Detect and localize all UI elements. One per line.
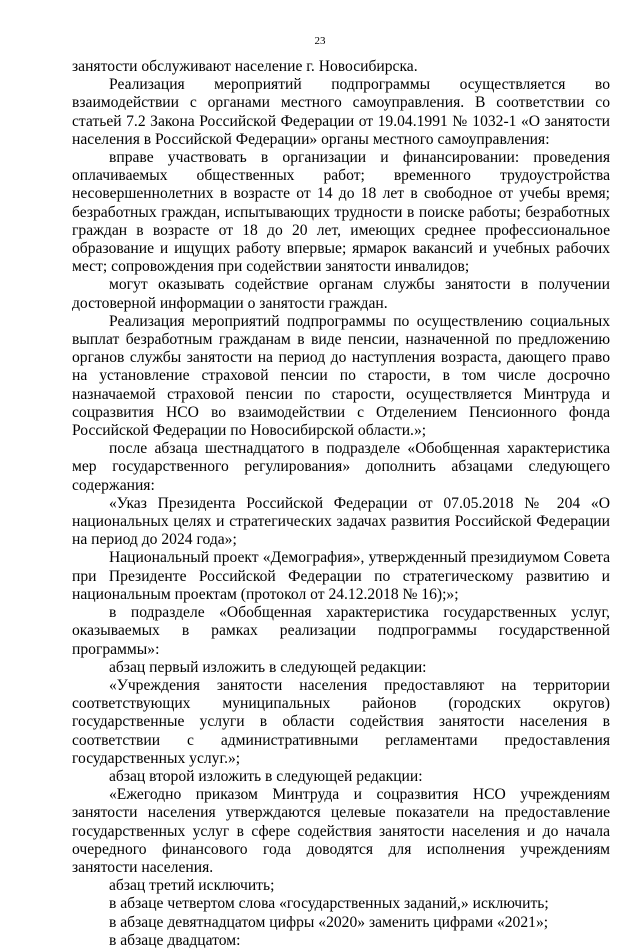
paragraph: вправе участвовать в организации и финансировании: проведения оплачиваемых общественных работ; временного трудоустройства несовершеннолетних в возрасте от 14 до 18 лет в свободное от учебы время; безработных граждан, испытывающих трудности в поиске работы; безработных граждан в возрасте от 18 до 20 лет, имеющих среднее профессиональное образование и ищущих работу впервые; ярмарок вакансий и учебных рабочих мест; сопровождения при содействии занятости инвалидов; [72,149,610,276]
paragraph: «Ежегодно приказом Минтруда и соцразвития НСО учреждениям занятости населения утверждаются целевые показатели на предоставление государственных услуг в сфере содействия занятости населения и до начала очередного финансового года доводятся для исполнения учреждениям занятости населения. [72,786,610,876]
paragraph: после абзаца шестнадцатого в подразделе «Обобщенная характеристика мер государственного регулирования» дополнить абзацами следующего содержания: [72,440,610,494]
paragraph: в абзаце девятнадцатом цифры «2020» заменить цифрами «2021»; [109,913,549,931]
paragraph: «Учреждения занятости населения предоставляют на территории соответствующих муниципальных районов (городских округов) государственные услуги в области содействия занятости населения в соответствии с административными регламентами предоставления государственных услуг.»; [72,676,610,767]
paragraph: Национальный проект «Демография», утвержденный президиумом Совета при Президенте Российской Федерации по стратегическому развитию и национальным проектам (протокол от 24.12.2018 № 16);»; [72,549,610,603]
paragraph: Реализация мероприятий подпрограммы по осуществлению социальных выплат безработным гражданам в виде пенсии, назначенной по предложению органов службы занятости на период до наступления возраста, дающего право на установление страховой пенсии по старости, в том числе досрочно назначаемой страховой пенсии по старости, осуществляется Минтруда и соцразвития НСО во взаимодействии с Отделением Пенсионного фонда Российской Федерации по Новосибирской области.»; [72,312,610,440]
paragraph: в абзаце четвертом слова «государственных заданий,» исключить; [109,895,549,913]
paragraph: могут оказывать содействие органам службы занятости в получении достоверной информации о занятости граждан. [72,276,610,312]
paragraph: в подразделе «Обобщенная характеристика государственных услуг, оказываемых в рамках реализации подпрограммы государственной программы»: [72,604,610,658]
document-body [72,58,610,950]
paragraph: абзац первый изложить в следующей редакции: [109,658,427,676]
paragraph: в абзаце двадцатом: [109,931,241,949]
paragraph: абзац второй изложить в следующей редакции: [109,767,423,785]
paragraph: Реализация мероприятий подпрограммы осуществляется во взаимодействии с органами местного самоуправления. В соответствии со статьей 7.2 Закона Российской Федерации от 19.04.1991 № 1032-1 «О занятости населения в Российской Федерации» органы местного самоуправления: [72,76,610,148]
paragraph: абзац третий исключить; [109,877,275,895]
paragraph: «Указ Президента Российской Федерации от 07.05.2018 № 204 «О национальных целях и стратегических задачах развития Российской Федерации на период до 2024 года»; [72,494,610,549]
paragraph-continuation: занятости обслуживают население г. Новосибирска. [72,58,418,75]
page-number: 23 [314,35,326,47]
